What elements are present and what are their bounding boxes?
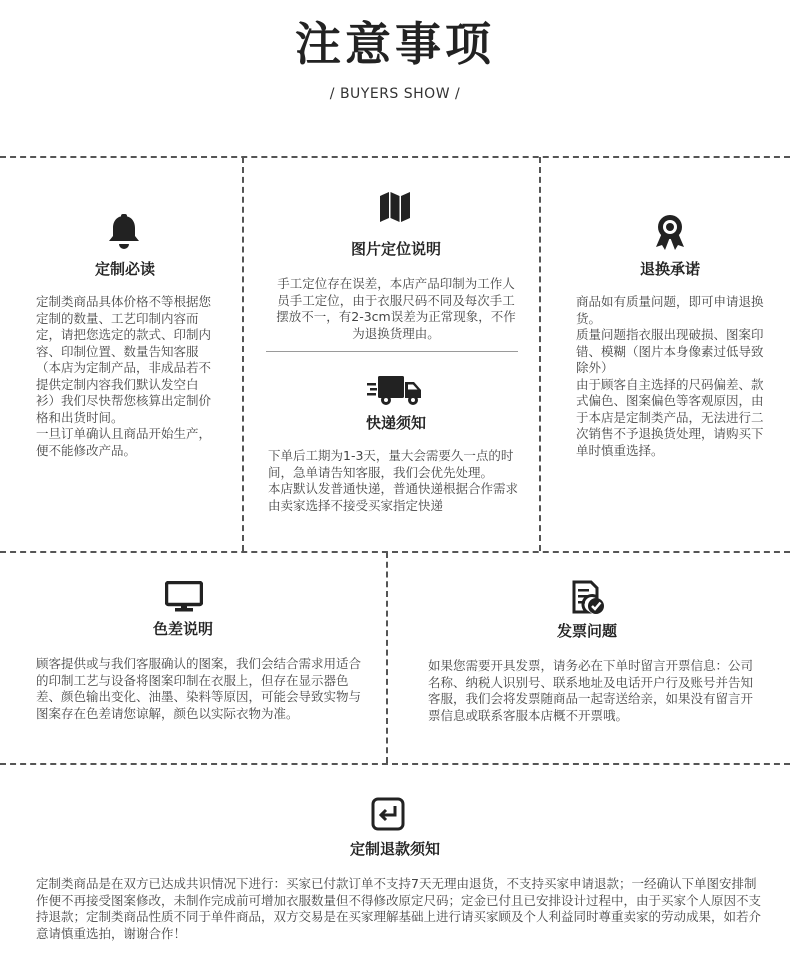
divider-top bbox=[0, 156, 790, 158]
section-title: 图片定位说明 bbox=[350, 240, 441, 258]
section-title: 退换承诺 bbox=[639, 260, 700, 278]
section-text: 定制类商品是在双方已达成共识情况下进行：买家已付款订单不支持7天无理由退货，不支持买家申请退款；一经确认下单图安排制作便不再接受图案修改，未制作完成前可增加衣服数量但不得修改原定尺码；定金已付且已安排设计过程中，由于买家个人原因不支持退款；定制类商品性质不同于单件商品，双方交易是在买家理解基础上进行请买家顾及个人利益同时尊重卖家的劳动成果，如若介意请慎重选拍，谢谢合作！ bbox=[36, 876, 762, 941]
divider-middle bbox=[0, 551, 790, 553]
section-title: 快递须知 bbox=[365, 414, 426, 432]
page-title: 注意事项 bbox=[295, 17, 495, 71]
truck-icon bbox=[366, 373, 424, 407]
section-text: 商品如有质量问题，即可申请退换货。 质量问题指衣服出现破损、图案印错、模糊（图片本身像素过低导致除外） 由于顾客自主选择的尺码偏差、款式偏色、图案偏色等客观原因，由于本店是定制类产品，无法进行二次销售不予退换货处理，请购买下单时慎重选择。 bbox=[576, 294, 764, 458]
inner-divider bbox=[266, 351, 518, 352]
divider-vertical-left bbox=[242, 157, 244, 551]
section-text: 如果您需要开具发票，请务必在下单时留言开票信息：公司名称、纳税人识别号、联系地址及电话开户行及账号并告知客服，我们会将发票随商品一起寄送给亲，如果没有留言开票信息或联系客服本店概不开票哦。 bbox=[428, 658, 754, 723]
monitor-icon bbox=[164, 580, 204, 614]
bell-icon bbox=[104, 212, 144, 252]
map-icon bbox=[375, 188, 415, 226]
divider-vertical-center bbox=[386, 552, 388, 763]
section-text: 下单后工期为1-3天，量大会需要久一点的时间，急单请告知客服，我们会优先处理。 本店默认发普通快递，普通快递根据合作需求由卖家选择不接受买家指定快递 bbox=[268, 448, 519, 513]
divider-vertical-right bbox=[539, 157, 541, 551]
section-title: 定制退款须知 bbox=[349, 840, 440, 858]
section-title: 定制必读 bbox=[94, 260, 155, 278]
page-subtitle: / BUYERS SHOW / bbox=[329, 86, 461, 102]
section-title: 色差说明 bbox=[152, 620, 213, 638]
invoice-check-icon bbox=[568, 580, 608, 616]
return-arrow-icon bbox=[370, 796, 406, 832]
divider-bottom bbox=[0, 763, 790, 765]
section-text: 顾客提供或与我们客服确认的图案，我们会结合需求用适合的印制工艺与设备将图案印制在衣服上，但存在显示器色差、颜色输出变化、油墨、染料等原因，可能会导致实物与图案存在色差请您谅解，颜色以实际衣物为准。 bbox=[36, 656, 362, 721]
section-title: 发票问题 bbox=[556, 622, 617, 640]
section-text: 定制类商品具体价格不等根据您定制的数量、工艺印制内容而定，请把您选定的款式、印制内容、印制位置、数量告知客服（本店为定制产品，非成品若不提供定制内容我们默认发空白衫）我们尽快帮您核算出定制价格和出货时间。 一旦订单确认且商品开始生产，便不能修改产品。 bbox=[36, 294, 212, 458]
award-ribbon-icon bbox=[650, 212, 690, 252]
section-text: 手工定位存在误差，本店产品印制为工作人员手工定位，由于衣服尺码不同及每次手工摆放不一，有2-3cm误差为正常现象，不作为退换货理由。 bbox=[276, 276, 516, 341]
